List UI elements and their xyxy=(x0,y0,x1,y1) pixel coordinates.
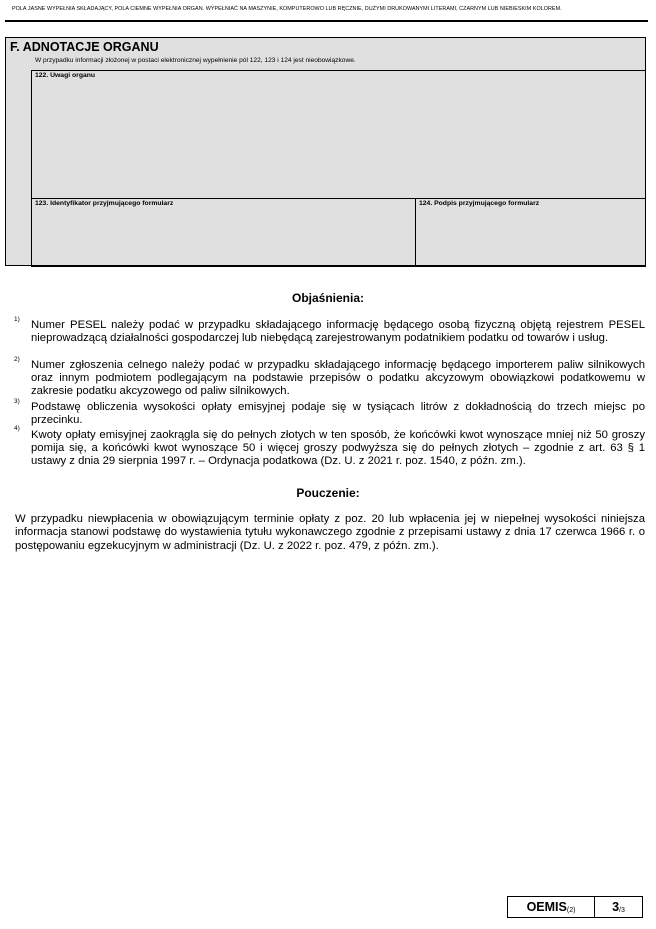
page-total: /3 xyxy=(619,906,625,914)
footnote-number: 2) xyxy=(14,356,20,363)
section-f-title: F. ADNOTACJE ORGANU xyxy=(10,40,159,54)
footnote-text: Podstawę obliczenia wysokości opłaty emisyjnej podaje się w tysiącach litrów z dokładnością do trzech miejsc po przecinku. xyxy=(31,401,645,427)
page-current: 3 xyxy=(612,900,620,914)
footnote-text: Numer PESEL należy podać w przypadku składającego informację będącego osobą fizyczną objętą rejestrem PESEL nieprowadzącą działalności gospodarczej lub niebędącą zarejestrowanym podatnikiem podatku od towarów i usług. xyxy=(31,319,645,345)
field-123-label: 123. Identyfikator przyjmującego formularz xyxy=(35,200,174,207)
field-122-label: 122. Uwagi organu xyxy=(35,72,96,79)
explanations-heading: Objaśnienia: xyxy=(291,291,365,305)
field-122-organ-remarks[interactable] xyxy=(31,70,646,199)
footnote-number: 4) xyxy=(14,425,20,432)
form-code xyxy=(508,897,595,917)
footnote-number: 1) xyxy=(14,316,20,323)
footnote-number: 3) xyxy=(14,398,20,405)
pouczenie-heading: Pouczenie: xyxy=(296,486,360,500)
form-code-version: (2) xyxy=(566,906,576,914)
form-instructions-header: POLA JASNE WYPEŁNIA SKŁADAJĄCY, POLA CIEMNE WYPEŁNIA ORGAN. WYPEŁNIAĆ NA MASZYNIE, KOMPUTEROWO LUB RĘCZNIE, DUŻYMI DRUKOWANYMI LITERAMI, CZARNYM LUB NIEBIESKIM KOLOREM. xyxy=(12,6,562,12)
page-number xyxy=(595,897,642,917)
field-124-receiver-signature[interactable] xyxy=(415,198,646,267)
section-f-note: W przypadku informacji złożonej w postaci elektronicznej wypełnienie pól 122, 123 i 124 jest nieobowiązkowe. xyxy=(35,57,356,64)
form-footer-box xyxy=(507,896,643,918)
form-code-name: OEMIS xyxy=(526,900,567,914)
footnote-text: Numer zgłoszenia celnego należy podać w przypadku składającego informację będącego importerem paliw silnikowych oraz innym podmiotem podlegającym na podstawie przepisów o podatku akcyzowym obowiązkowi podatkowemu w zakresie podatku akcyzowego od paliw silnikowych. xyxy=(31,359,645,398)
header-divider xyxy=(5,20,648,22)
field-124-label: 124. Podpis przyjmującego formularz xyxy=(419,200,540,207)
section-f-organ-annotations xyxy=(5,37,646,266)
footnote-text: Kwoty opłaty emisyjnej zaokrągla się do pełnych złotych w ten sposób, że końcówki kwot wynoszące mniej niż 50 groszy pomija się, a końcówki kwot wynoszące 50 i więcej groszy podwyższa się do pełnych złotych – zgodnie z art. 63 § 1 ustawy z dnia 29 sierpnia 1997 r. – Ordynacja podatkowa (Dz. U. z 2021 r. poz. 1540, z późn. zm.). xyxy=(31,429,645,468)
pouczenie-text: W przypadku niewpłacenia w obowiązującym terminie opłaty z poz. 20 lub wpłacenia jej w niepełnej wysokości niniejsza informacja stanowi podstawę do wystawienia tytułu wykonawczego zgodnie z przepisami ustawy z dnia 17 czerwca 1966 r. o postępowaniu egzekucyjnym w administracji (Dz. U. z 2022 r. poz. 479, z późn. zm.). xyxy=(15,513,645,552)
field-123-receiver-id[interactable] xyxy=(31,198,416,267)
